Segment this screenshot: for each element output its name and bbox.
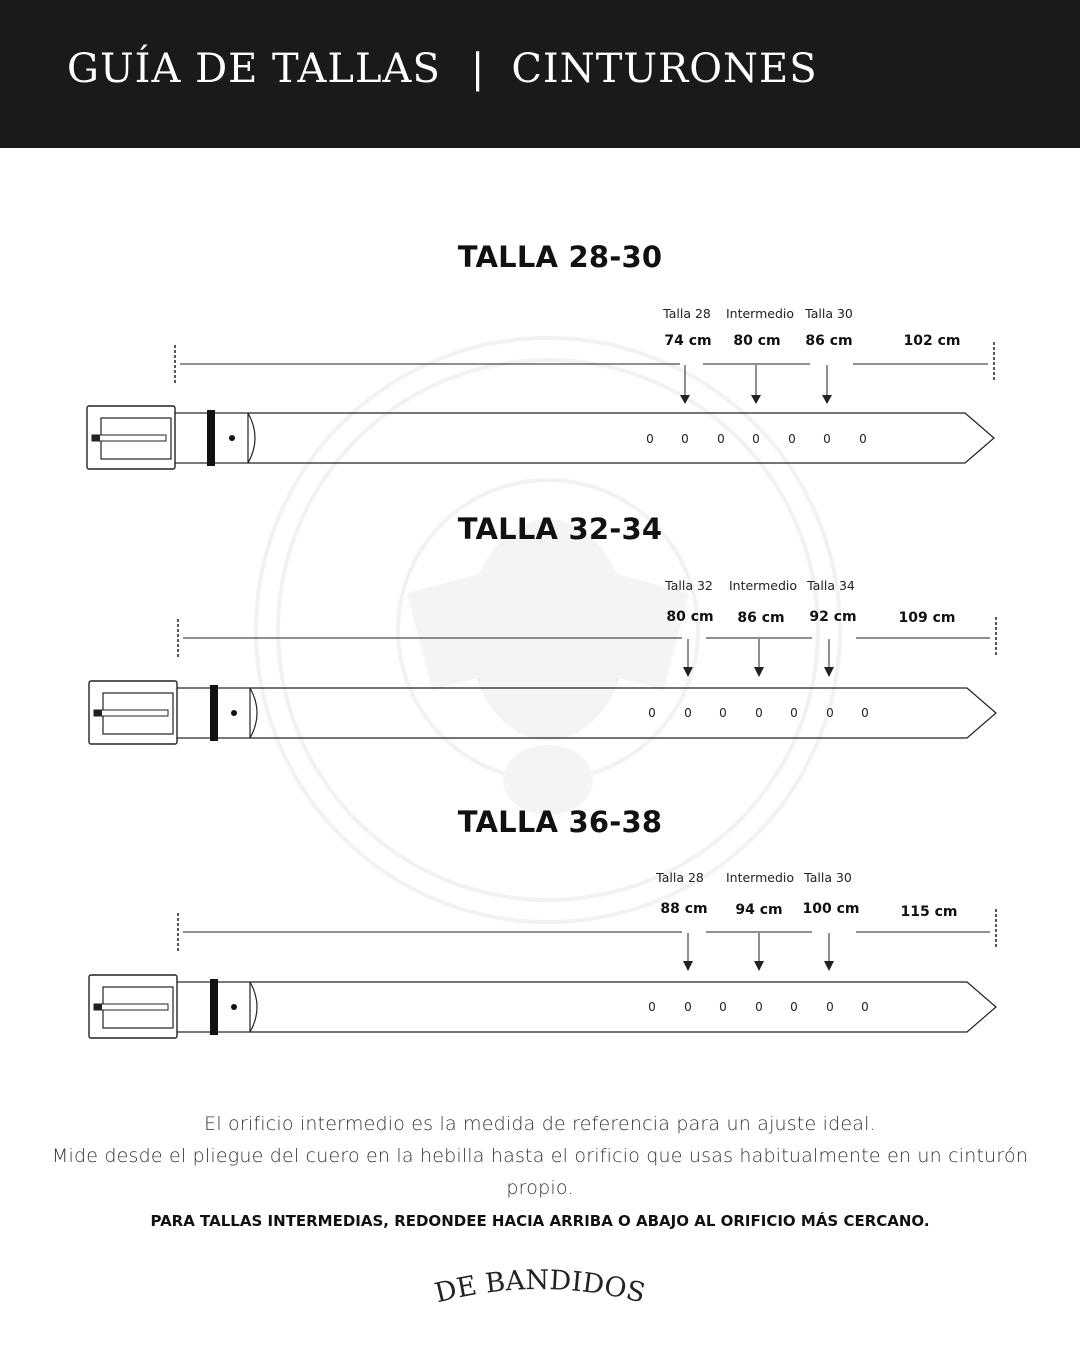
brand-logo <box>430 1262 650 1312</box>
title-separator: | <box>470 46 486 92</box>
page-title <box>67 46 818 92</box>
measure-labels <box>662 306 960 349</box>
title-guide: GUÍA DE TALLAS <box>67 46 441 92</box>
total-length: 115 cm <box>900 904 958 920</box>
total-length: 102 cm <box>903 333 961 349</box>
instruction-line-2: Mide desde el pliegue del cuero en la hebilla hasta el orificio que usas habitualmente en un cinturón propio. <box>51 1145 1029 1199</box>
hole: 0 <box>684 1000 692 1014</box>
total-length: 109 cm <box>898 610 956 626</box>
marker-value-3: 100 cm <box>802 901 860 917</box>
marker-label-3: Talla 30 <box>804 870 852 885</box>
belt-diagram <box>0 240 1080 480</box>
marker-label-2: Intermedio <box>728 578 798 593</box>
measure-lines <box>178 617 996 672</box>
marker-value-2: 80 cm <box>733 333 781 349</box>
size-section-32-34 <box>0 512 1080 772</box>
hole: 0 <box>826 1000 834 1014</box>
section-title: TALLA 28-30 <box>457 240 663 274</box>
hole: 0 <box>719 1000 727 1014</box>
marker-label-1: Talla 28 <box>656 870 704 885</box>
size-section-36-38 <box>0 805 1080 1065</box>
hole: 0 <box>790 706 798 720</box>
marker-label-3: Talla 34 <box>807 578 855 593</box>
marker-value-2: 86 cm <box>737 610 785 626</box>
hole: 0 <box>755 706 763 720</box>
marker-value-3: 86 cm <box>805 333 853 349</box>
hole: 0 <box>646 432 654 446</box>
section-title: TALLA 36-38 <box>457 805 663 839</box>
belt-holes <box>648 706 869 720</box>
hole: 0 <box>648 706 656 720</box>
brand-name: DE BANDIDOS <box>431 1264 649 1310</box>
belt-diagram <box>0 512 1080 752</box>
marker-label-1: Talla 28 <box>663 306 711 321</box>
belt-diagram <box>0 805 1080 1045</box>
title-category: CINTURONES <box>511 46 818 92</box>
hole: 0 <box>861 706 869 720</box>
hole: 0 <box>826 706 834 720</box>
instruction-line-1: El orificio intermedio es la medida de referencia para un ajuste ideal. <box>204 1113 876 1135</box>
marker-value-1: 88 cm <box>660 901 708 917</box>
hole: 0 <box>684 706 692 720</box>
hole: 0 <box>861 1000 869 1014</box>
marker-label-2: Intermedio <box>725 870 795 885</box>
marker-value-3: 92 cm <box>809 609 857 625</box>
marker-value-1: 80 cm <box>666 609 714 625</box>
arrow-heads <box>680 395 832 404</box>
measure-labels <box>655 870 957 920</box>
header-bar <box>0 0 1080 148</box>
hole: 0 <box>752 432 760 446</box>
hole: 0 <box>717 432 725 446</box>
hole: 0 <box>823 432 831 446</box>
belt-body <box>172 410 994 466</box>
size-section-28-30 <box>0 240 1080 500</box>
marker-value-1: 74 cm <box>664 333 712 349</box>
hole: 0 <box>788 432 796 446</box>
section-title: TALLA 32-34 <box>457 512 663 546</box>
belt-holes <box>646 432 867 446</box>
arrow-heads <box>683 667 834 677</box>
belt-buckle <box>87 406 175 469</box>
belt-buckle <box>89 975 177 1038</box>
belt-body <box>175 685 996 741</box>
rounding-note: PARA TALLAS INTERMEDIAS, REDONDEE HACIA ARRIBA O ABAJO AL ORIFICIO MÁS CERCANO. <box>150 1212 930 1230</box>
hole: 0 <box>755 1000 763 1014</box>
hole: 0 <box>719 706 727 720</box>
belt-body <box>175 979 996 1035</box>
marker-value-2: 94 cm <box>735 902 783 918</box>
hole: 0 <box>681 432 689 446</box>
instructions <box>40 1108 1040 1234</box>
measure-lines <box>175 342 994 400</box>
measure-lines <box>178 909 996 965</box>
belt-buckle <box>89 681 177 744</box>
belt-holes <box>648 1000 869 1014</box>
marker-label-1: Talla 32 <box>665 578 713 593</box>
hole: 0 <box>648 1000 656 1014</box>
arrow-heads <box>683 961 834 971</box>
hole: 0 <box>859 432 867 446</box>
hole: 0 <box>790 1000 798 1014</box>
marker-label-2: Intermedio <box>725 306 795 321</box>
measure-labels <box>664 578 955 626</box>
marker-label-3: Talla 30 <box>805 306 853 321</box>
